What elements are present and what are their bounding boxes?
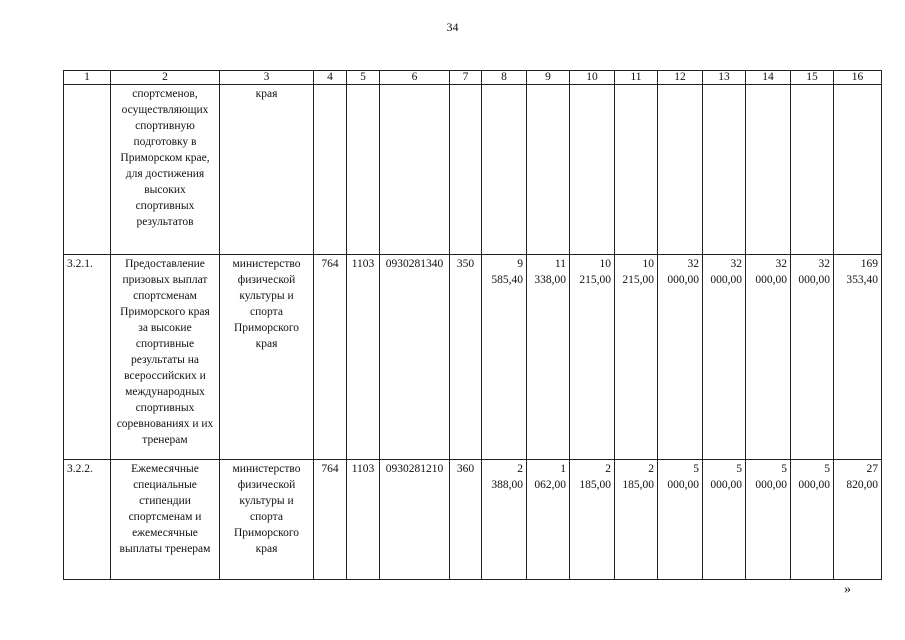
amount-cell: 32 000,00 bbox=[746, 255, 791, 460]
row-description: Предоставление призовых выплат спортсменам Приморского края за высокие спортивные результаты на всероссийских и международных спортивных соревнованиях и их тренерам bbox=[111, 255, 220, 460]
target-article-code: 0930281340 bbox=[380, 255, 450, 460]
table-cell bbox=[791, 85, 834, 255]
section-code: 1103 bbox=[347, 255, 380, 460]
table-row bbox=[64, 85, 882, 255]
column-header: 6 bbox=[380, 71, 450, 85]
total-cell: 27 820,00 bbox=[834, 460, 882, 580]
ministry-code: 764 bbox=[314, 255, 347, 460]
amount-cell: 32 000,00 bbox=[658, 255, 703, 460]
amount-cell: 2 185,00 bbox=[570, 460, 615, 580]
table-cell bbox=[380, 85, 450, 255]
table-cell bbox=[834, 85, 882, 255]
amount-cell: 11 338,00 bbox=[527, 255, 570, 460]
total-cell: 169 353,40 bbox=[834, 255, 882, 460]
amount-cell: 10 215,00 bbox=[570, 255, 615, 460]
expense-type-code: 350 bbox=[450, 255, 482, 460]
column-header: 10 bbox=[570, 71, 615, 85]
table-cell bbox=[703, 85, 746, 255]
amount-cell: 2 185,00 bbox=[615, 460, 658, 580]
amount-cell: 5 000,00 bbox=[746, 460, 791, 580]
row-description: спортсменов, осуществляющих спортивную подготовку в Приморском крае, для достижения высоких спортивных результатов bbox=[111, 85, 220, 255]
table-cell bbox=[450, 85, 482, 255]
column-header: 15 bbox=[791, 71, 834, 85]
column-header: 9 bbox=[527, 71, 570, 85]
row-responsible: края bbox=[220, 85, 314, 255]
table-cell bbox=[347, 85, 380, 255]
row-responsible: министерство физической культуры и спорта Приморского края bbox=[220, 460, 314, 580]
row-description: Ежемесячные специальные стипендии спортсменам и ежемесячные выплаты тренерам bbox=[111, 460, 220, 580]
target-article-code: 0930281210 bbox=[380, 460, 450, 580]
table-row bbox=[64, 460, 882, 580]
column-number-row bbox=[64, 71, 882, 85]
ministry-code: 764 bbox=[314, 460, 347, 580]
column-header: 4 bbox=[314, 71, 347, 85]
table-cell bbox=[527, 85, 570, 255]
table-cell bbox=[482, 85, 527, 255]
column-header: 7 bbox=[450, 71, 482, 85]
amount-cell: 10 215,00 bbox=[615, 255, 658, 460]
column-header: 13 bbox=[703, 71, 746, 85]
table-row bbox=[64, 255, 882, 460]
table-cell bbox=[658, 85, 703, 255]
table-cell bbox=[314, 85, 347, 255]
amount-cell: 5 000,00 bbox=[658, 460, 703, 580]
amount-cell: 1 062,00 bbox=[527, 460, 570, 580]
row-code: 3.2.2. bbox=[64, 460, 111, 580]
table-cell bbox=[615, 85, 658, 255]
expense-type-code: 360 bbox=[450, 460, 482, 580]
amount-cell: 32 000,00 bbox=[791, 255, 834, 460]
row-code bbox=[64, 85, 111, 255]
closing-quote-mark: » bbox=[844, 582, 851, 597]
amount-cell: 9 585,40 bbox=[482, 255, 527, 460]
amount-cell: 2 388,00 bbox=[482, 460, 527, 580]
column-header: 8 bbox=[482, 71, 527, 85]
amount-cell: 32 000,00 bbox=[703, 255, 746, 460]
column-header: 3 bbox=[220, 71, 314, 85]
page-number: 34 bbox=[446, 20, 459, 34]
row-code: 3.2.1. bbox=[64, 255, 111, 460]
budget-table bbox=[63, 70, 882, 580]
row-responsible: министерство физической культуры и спорта Приморского края bbox=[220, 255, 314, 460]
column-header: 5 bbox=[347, 71, 380, 85]
column-header: 1 bbox=[64, 71, 111, 85]
amount-cell: 5 000,00 bbox=[791, 460, 834, 580]
column-header: 14 bbox=[746, 71, 791, 85]
column-header: 11 bbox=[615, 71, 658, 85]
column-header: 16 bbox=[834, 71, 882, 85]
column-header: 12 bbox=[658, 71, 703, 85]
section-code: 1103 bbox=[347, 460, 380, 580]
amount-cell: 5 000,00 bbox=[703, 460, 746, 580]
table-cell bbox=[746, 85, 791, 255]
table-cell bbox=[570, 85, 615, 255]
column-header: 2 bbox=[111, 71, 220, 85]
